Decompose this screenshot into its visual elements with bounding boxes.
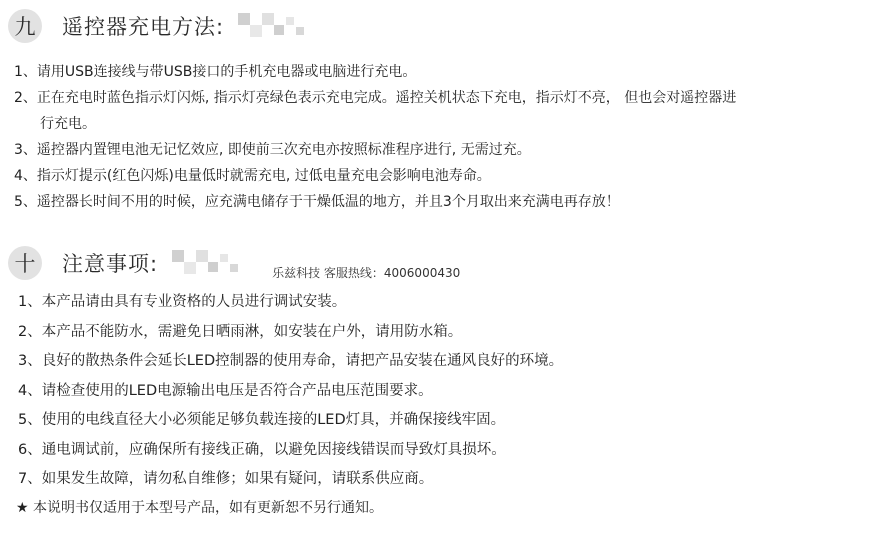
section-title: 遥控器充电方法: (62, 15, 225, 39)
pixel-decoration (238, 11, 308, 41)
list-item: 5、使用的电线直径大小必须能足够负载连接的LED灯具，并确保接线牢固。 (18, 412, 506, 428)
pixel-decoration (172, 248, 242, 278)
list-item: 4、指示灯提示(红色闪烁)电量低时就需充电, 过低电量充电会影响电池寿命。 (14, 168, 491, 184)
service-hotline: 乐兹科技 客服热线：4006000430 (272, 266, 461, 280)
list-item: 3、良好的散热条件会延长LED控制器的使用寿命，请把产品安装在通风良好的环境。 (18, 353, 564, 369)
list-item: 1、请用USB连接线与带USB接口的手机充电器或电脑进行充电。 (14, 64, 417, 80)
section-number-badge: 九 (8, 9, 42, 43)
section-header-charging (8, 8, 308, 44)
charging-instructions-list (14, 59, 861, 215)
list-item: 6、通电调试前，应确保所有接线正确，以避免因接线错误而导致灯具损坏。 (18, 441, 506, 458)
section-number-badge: 十 (8, 246, 42, 280)
list-item: 4、请检查使用的LED电源输出电压是否符合产品电压范围要求。 (18, 382, 433, 399)
section-header-notes (8, 245, 460, 281)
section-title: 注意事项: (62, 252, 159, 276)
list-item: 1、本产品请由具有专业资格的人员进行调试安装。 (18, 294, 347, 310)
list-item: 7、如果发生故障，请勿私自维修；如果有疑问，请联系供应商。 (18, 471, 434, 487)
list-item: 2、正在充电时蓝色指示灯闪烁, 指示灯亮绿色表示充电完成。遥控关机状态下充电，指示灯不亮， 但也会对遥控器进 (14, 90, 737, 106)
list-item: 5、遥控器长时间不用的时候，应充满电储存于干燥低温的地方，并且3个月取出来充满电再存放！ (14, 194, 620, 210)
notes-list (18, 288, 861, 495)
list-item-continuation: 行充电。 (40, 116, 96, 132)
list-item: 3、遥控器内置锂电池无记忆效应, 即使前三次充电亦按照标准程序进行, 无需过充。 (14, 142, 531, 158)
list-item: 2、本产品不能防水，需避免日晒雨淋，如安装在户外，请用防水箱。 (18, 323, 463, 340)
footnote: ★ 本说明书仅适用于本型号产品，如有更新恕不另行通知。 (16, 500, 383, 516)
